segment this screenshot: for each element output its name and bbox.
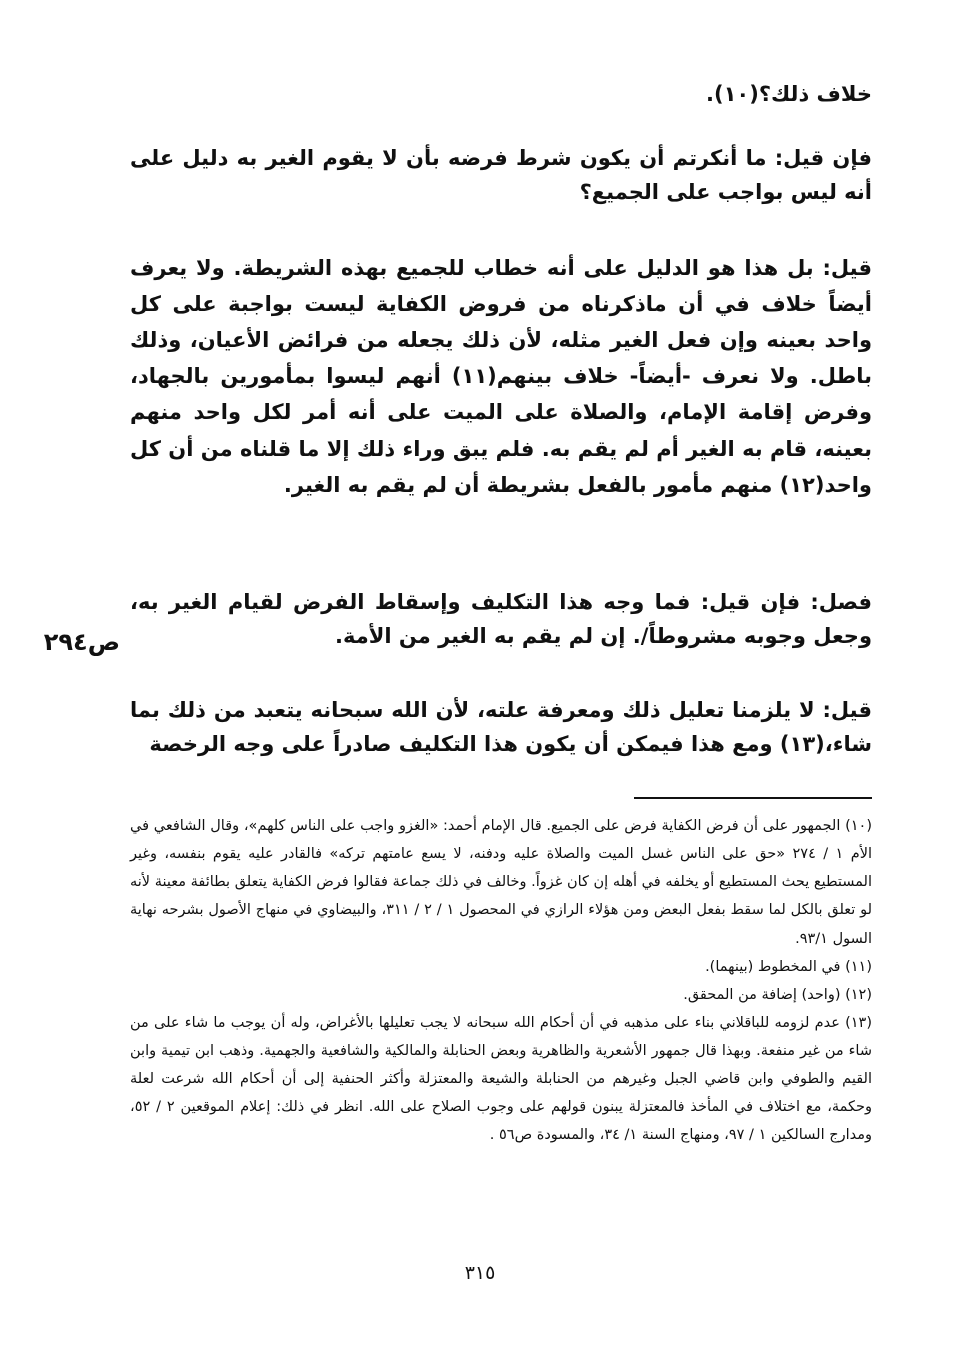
paragraph-1: فإن قيل: ما أنكرتم أن يكون شرط فرضه بأن لا يقوم الغير به دليل على أنه ليس بواجب على الجميع؟ <box>130 146 872 204</box>
footnote-separator <box>634 797 872 799</box>
footnote-11: (١١) في المخطوط (بينهما). <box>705 958 872 975</box>
page-number: ٣١٥ <box>464 1262 496 1284</box>
footnote-12: (١٢) (واحد) إضافة من المحقق. <box>683 986 872 1003</box>
paragraph-3 <box>130 586 872 653</box>
main-text-block-2 <box>130 142 872 209</box>
footnote-10: (١٠) الجمهور على أن فرض الكفاية فرض على الجميع. قال الإمام أحمد: «الغزو واجب على الناس كلهم»، وقال الشافعي في الأم ١ / ٢٧٤ «حق على الناس غسل الميت والصلاة عليه ودفنه، لا يسع عامتهم تركه» فالقادر عليه يقوم بنفسه، وغير المستطيع يحث المستطيع أو يخلفه في أهله إن كان غزواً. وخالف في ذلك جماعة فقالوا فرض الكفاية يتعلق بطائفة معينة لأنه لو تعلق بالكل لما سقط بفعل البعض ومن هؤلاء الرازي في المحصول ١ / ٢ / ٣١١، والبيضاوي في منهاج الأصول بشرحه نهاية السول ٩٣/١. <box>130 818 873 947</box>
paragraph-4: قيل: لا يلزمنا تعليل ذلك ومعرفة علته، لأن الله سبحانه يتعبد من ذلك بما شاء،(١٣) ومع هذا فيمكن أن يكون هذا التكليف صادراً على وجه الرخصة <box>130 698 872 756</box>
paragraph-2: قيل: بل هذا هو الدليل على أنه خطاب للجميع بهذه الشريطة. ولا يعرف أيضاً خلاف في أن ماذكرناه من فروض الكفاية ليست بواجبة على كل واحد بعينه وإن فعل الغير مثله، لأن ذلك يجعله من فرائض الأعيان، وذلك باطل. ولا نعرف -أيضاً- خلاف بينهم(١١) أنهم ليسوا بمأمورين بالجهاد، وفرض إقامة الإمام، والصلاة على الميت على أنه أمر لكل واحد منهم بعينه، قام به الغير أم لم يقم به. فلم يبق وراء ذلك إلا ما قلناه من أن كل واحد(١٢) منهم مأمور بالفعل بشريطة أن لم يقم به الغير. <box>130 256 872 497</box>
section-heading: فصل: <box>810 590 872 614</box>
main-text-block-3 <box>130 250 872 503</box>
main-text-block-5 <box>130 694 872 761</box>
paragraph-0: خلاف ذلك؟(١٠). <box>706 82 872 106</box>
footnote-13: (١٣) عدم لزومه للباقلاني بناء على مذهبه في أن أحكام الله سبحانه لا يجب تعليلها بالأغراض، وله أن يوجب ما شاء على من شاء من غير منفعة. وبهذا قال جمهور الأشعرية والظاهرية وبعض الحنابلة والمالكية والشافعية والجهمية. وذهب ابن تيمية وابن القيم والطوفي وابن قاضي الجبل وغيرهم من الحنابلة والشيعة والمعتزلة وأكثر الحنفية إلى أن أحكام الله شرعت لعلة وحكمة، مع اختلاف في المأخذ فالمعتزلة يبنون قولهم على وجوب الصلاح على الله. انظر في ذلك: إعلام الموقعين ٢ / ٥٢، ومدارج السالكين ١ / ٩٧، ومنهاج السنة ١/ ٣٤، والمسودة ص٥٦ . <box>130 1014 873 1144</box>
paragraph-3-text: فإن قيل: فما وجه هذا التكليف وإسقاط الفرض لقيام الغير به، وجعل وجوبه مشروطاً/. إن لم يقم به الغير من الأمة. <box>130 590 872 648</box>
main-text-block-4 <box>130 586 872 653</box>
main-text-block-1 <box>130 78 872 112</box>
footnotes <box>130 812 872 1150</box>
margin-page-reference: ص٢٩٤ <box>43 628 120 656</box>
